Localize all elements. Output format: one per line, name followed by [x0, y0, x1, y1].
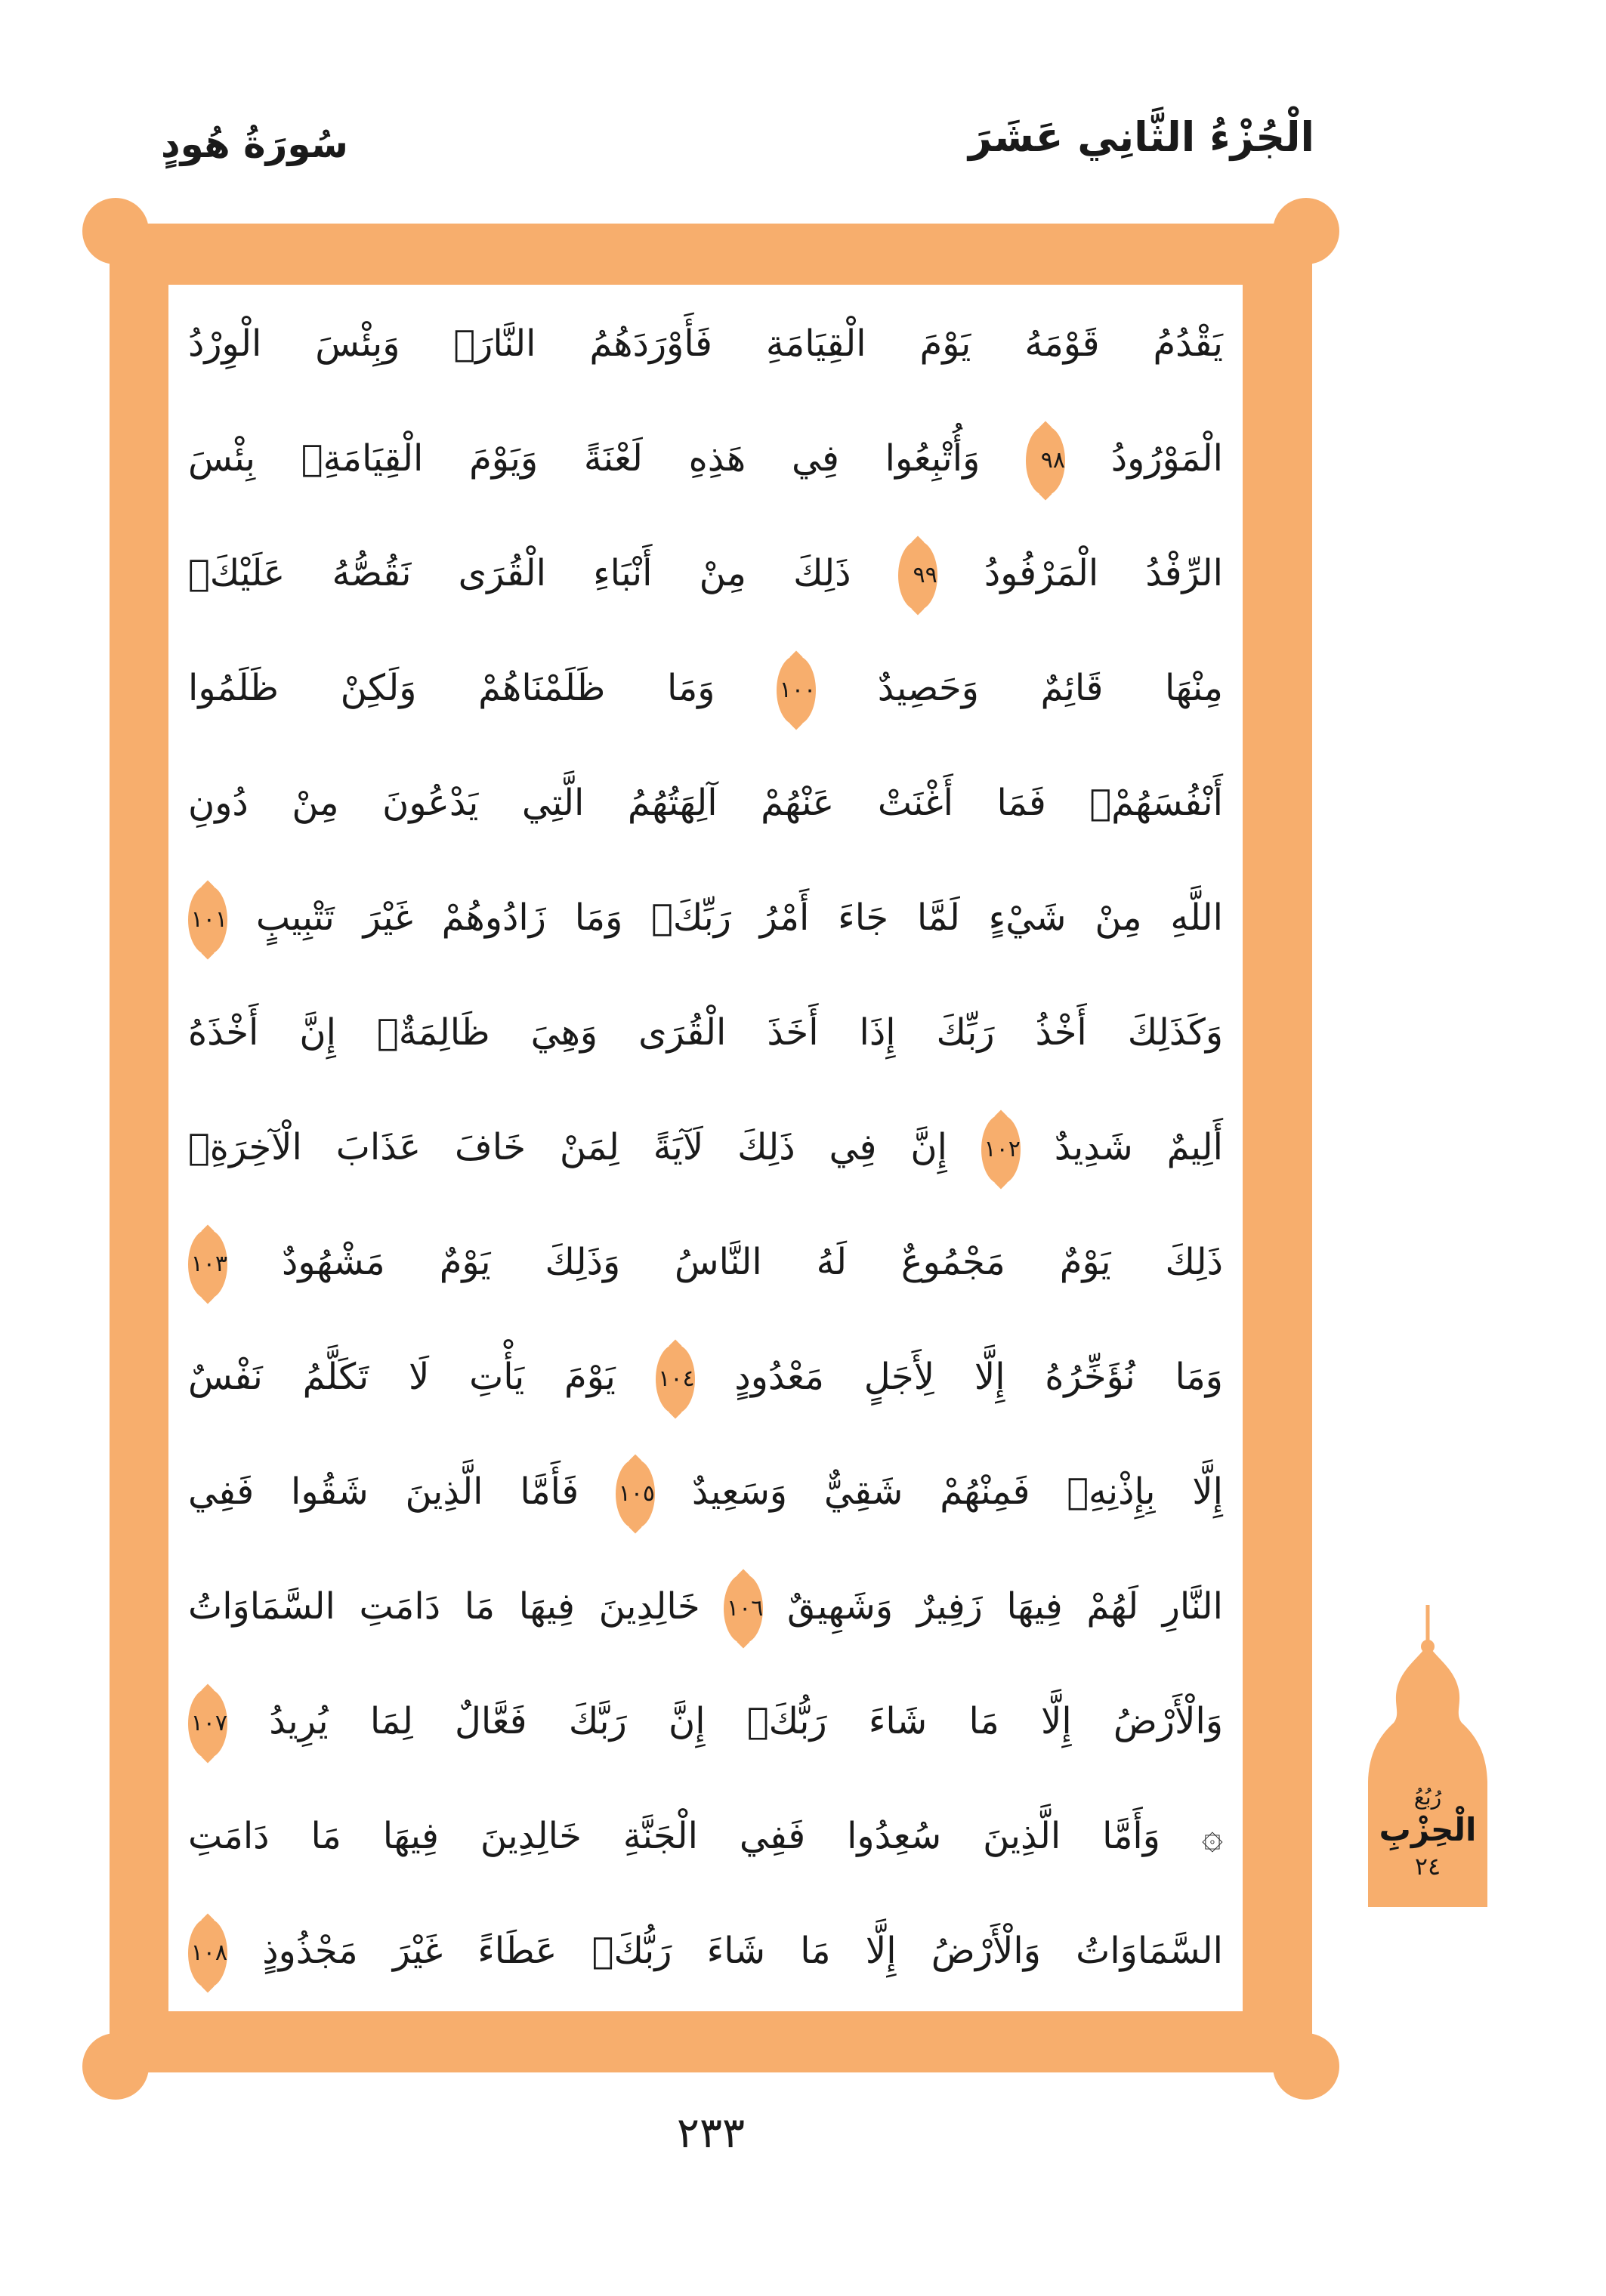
- mushaf-line: [188, 1893, 1223, 2008]
- surah-title: سُورَةُ هُودٍ: [161, 122, 348, 166]
- quran-text: الرِّفْدُ الْمَرْفُودُ: [984, 552, 1223, 594]
- verse-number-badge: ١٠٧: [188, 1689, 227, 1758]
- mushaf-line: [188, 1205, 1223, 1319]
- quran-text: يَوْمَ يَأْتِ لَا تَكَلَّمُ نَفْسٌ: [188, 1356, 616, 1398]
- mushaf-line: [188, 975, 1223, 1090]
- verse-number-badge: ١٠٤: [656, 1344, 695, 1414]
- quran-text: الْمَوْرُودُ: [1110, 437, 1224, 480]
- quran-text: وَالْأَرْضُ إِلَّا مَا شَاءَ رَبُّكَۚ إِنَّ رَبَّكَ فَعَّالٌ لِمَا يُرِيدُ: [269, 1700, 1223, 1742]
- mushaf-line: [188, 631, 1223, 745]
- rub-el-hizb-marker: [1356, 1605, 1499, 1907]
- frame-scallop-left: [82, 225, 113, 2071]
- frame-corner-bottom-left: [82, 2033, 149, 2100]
- frame-corner-bottom-right: [1273, 2033, 1339, 2100]
- quran-text: وَمَا نُؤَخِّرُهُ إِلَّا لِأَجَلٍ مَعْدُودٍ: [734, 1356, 1223, 1398]
- hizb-word-hizb: الْحِزْبِ: [1379, 1811, 1477, 1848]
- quran-text: إِلَّا بِإِذْنِهِۚ فَمِنْهُمْ شَقِيٌّ وَسَعِيدٌ: [691, 1470, 1224, 1513]
- mushaf-line: [188, 1090, 1223, 1205]
- verse-number-badge: ١٠١: [188, 885, 227, 955]
- quran-text: ذَلِكَ يَوْمٌ مَجْمُوعٌ لَهُ النَّاسُ وَذَلِكَ يَوْمٌ مَشْهُودٌ: [281, 1241, 1224, 1283]
- quran-text: يَقْدُمُ قَوْمَهُ يَوْمَ الْقِيَامَةِ فَأَوْرَدَهُمُ النَّارَۖ وَبِئْسَ الْوِرْدُ: [188, 322, 1223, 365]
- verse-number-badge: ٩٨: [1026, 426, 1065, 495]
- mushaf-line: [188, 1664, 1223, 1779]
- mushaf-line: [188, 1549, 1223, 1664]
- mushaf-line: [188, 516, 1223, 631]
- mushaf-line: [188, 745, 1223, 860]
- verse-number-badge: ٩٩: [898, 541, 937, 610]
- quran-text: أَلِيمٌ شَدِيدٌ: [1054, 1126, 1223, 1168]
- quran-text: وَمَا ظَلَمْنَاهُمْ وَلَكِنْ ظَلَمُوا: [188, 667, 715, 709]
- quran-text: وَكَذَلِكَ أَخْذُ رَبِّكَ إِذَا أَخَذَ الْقُرَى وَهِيَ ظَالِمَةٌۚ إِنَّ أَخْذَهُ: [188, 1011, 1223, 1054]
- verse-number-badge: ١٠٢: [981, 1115, 1021, 1184]
- mushaf-line: [188, 1434, 1223, 1549]
- quran-text: مِنْهَا قَائِمٌ وَحَصِيدٌ: [877, 667, 1223, 709]
- quran-text: ذَلِكَ مِنْ أَنْبَاءِ الْقُرَى نَقُصُّهُ عَلَيْكَۖ: [188, 552, 851, 594]
- frame-scallop-right: [1309, 225, 1339, 2071]
- frame-scallop-top: [110, 198, 1312, 228]
- frame-corner-top-left: [82, 198, 149, 264]
- frame-scallop-bottom: [110, 2069, 1312, 2100]
- verse-number-badge: ١٠٣: [188, 1230, 227, 1299]
- juz-title: الْجُزْءُ الثَّانِي عَشَرَ: [968, 113, 1314, 161]
- verse-number-badge: ١٠٦: [724, 1574, 763, 1643]
- verse-number-badge: ١٠٠: [777, 656, 816, 725]
- quran-text: النَّارِ لَهُمْ فِيهَا زَفِيرٌ وَشَهِيقٌ: [787, 1585, 1223, 1628]
- quran-text: فَأَمَّا الَّذِينَ شَقُوا فَفِي: [188, 1470, 579, 1513]
- hizb-number: ٢٤: [1414, 1852, 1441, 1881]
- mushaf-line: [188, 401, 1223, 516]
- page-number: ٢٣٣: [676, 2109, 746, 2158]
- quran-text-area: [168, 285, 1243, 2011]
- quran-text: اللَّهِ مِنْ شَيْءٍ لَمَّا جَاءَ أَمْرُ رَبِّكَۖ وَمَا زَادُوهُمْ غَيْرَ تَتْبِيبٍ: [255, 896, 1224, 939]
- frame-corner-top-right: [1273, 198, 1339, 264]
- mushaf-line: [188, 1779, 1223, 1893]
- verse-number-badge: ١٠٥: [616, 1459, 655, 1529]
- hizb-word-rub: رُبُعُ: [1413, 1785, 1442, 1810]
- verse-number-badge: ١٠٨: [188, 1918, 227, 1988]
- mushaf-line: [188, 1319, 1223, 1434]
- quran-text: ۞ وَأَمَّا الَّذِينَ سُعِدُوا فَفِي الْجَنَّةِ خَالِدِينَ فِيهَا مَا دَامَتِ: [188, 1815, 1223, 1857]
- mushaf-line: [188, 286, 1223, 401]
- quran-text: السَّمَاوَاتُ وَالْأَرْضُ إِلَّا مَا شَاءَ رَبُّكَۖ عَطَاءً غَيْرَ مَجْذُوذٍ: [262, 1930, 1223, 1972]
- quran-text: خَالِدِينَ فِيهَا مَا دَامَتِ السَّمَاوَاتُ: [188, 1585, 700, 1628]
- quran-text: وَأُتْبِعُوا فِي هَذِهِ لَعْنَةً وَيَوْمَ الْقِيَامَةِۚ بِئْسَ: [188, 437, 981, 480]
- quran-text: إِنَّ فِي ذَلِكَ لَآيَةً لِمَنْ خَافَ عَذَابَ الْآخِرَةِۚ: [188, 1126, 947, 1168]
- mushaf-line: [188, 860, 1223, 975]
- hizb-marker-text: [1356, 1785, 1499, 1883]
- quran-text: أَنْفُسَهُمْۖ فَمَا أَغْنَتْ عَنْهُمْ آلِهَتُهُمُ الَّتِي يَدْعُونَ مِنْ دُونِ: [188, 782, 1223, 824]
